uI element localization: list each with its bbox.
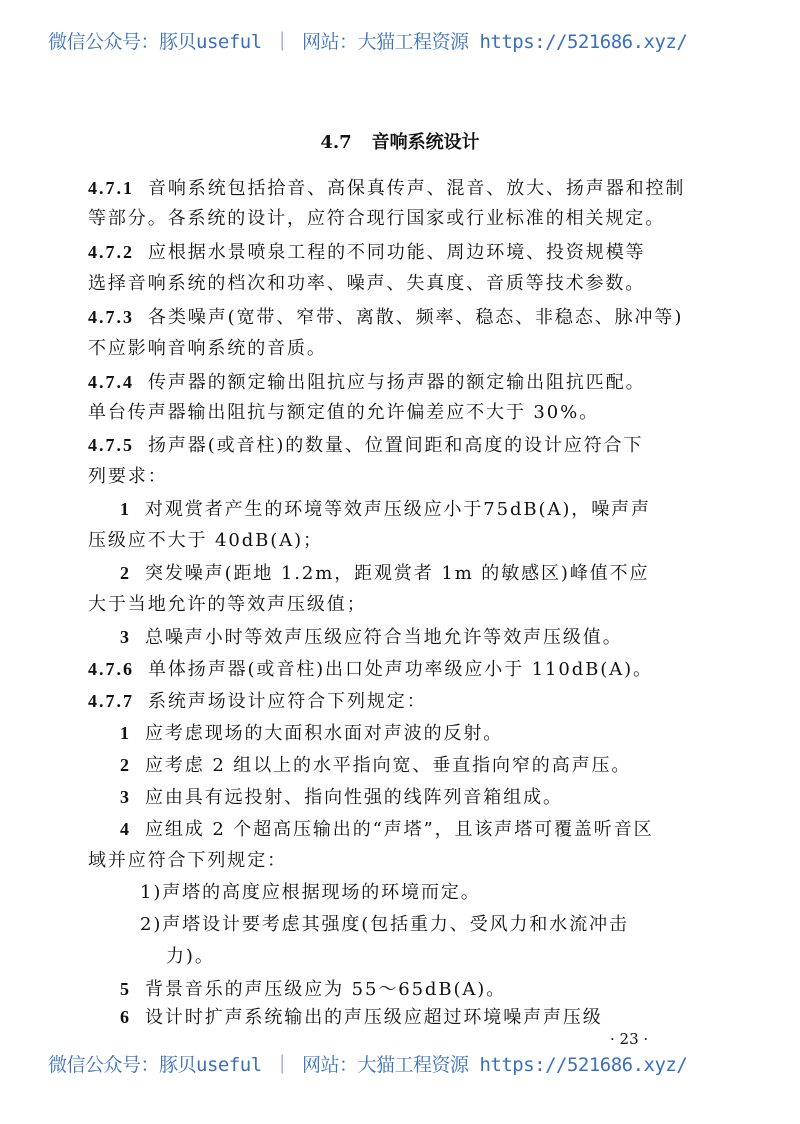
clause-text: 力)。 <box>166 946 215 967</box>
text-line <box>88 337 327 361</box>
text-line <box>88 433 643 457</box>
clause-text: 列要求： <box>88 466 168 487</box>
text-line <box>88 272 645 296</box>
clause-number: 4.7.1 <box>88 178 134 198</box>
clause-text: 应根据水景喷泉工程的不同功能、周边环境、投资规模等 <box>148 242 646 263</box>
clause-number: 2 <box>120 563 131 583</box>
clause-text: 突发噪声(距地 1.2m，距观赏者 1m 的敏感区)峰值不应 <box>145 563 650 584</box>
clause-text: 总噪声小时等效声压级应符合当地允许等效声压级值。 <box>145 627 623 648</box>
text-line <box>120 561 649 585</box>
watermark-bottom: 微信公众号：豚贝useful ｜ 网站：大猫工程资源 https://521686.xyz/ <box>48 1054 688 1076</box>
clause-number: 1 <box>120 499 131 519</box>
clause-number: 5 <box>120 979 131 999</box>
text-line <box>88 689 427 713</box>
clause-text: 不应影响音响系统的音质。 <box>88 338 327 359</box>
clause-text: 传声器的额定输出阻抗应与扬声器的额定输出阻抗匹配。 <box>148 372 646 393</box>
clause-text: 背景音乐的声压级应为 55～65dB(A)。 <box>145 979 507 1000</box>
clause-text: 应考虑现场的大面积水面对声波的反射。 <box>145 723 504 744</box>
clause-text: 2)声塔设计要考虑其强度(包括重力、受风力和水流冲击 <box>140 914 629 935</box>
clause-number: 6 <box>120 1007 131 1027</box>
clause-text: 应组成 2 个超高压输出的“声塔”，且该声塔可覆盖听音区 <box>145 819 654 840</box>
section-title <box>0 131 800 155</box>
text-line <box>88 401 599 425</box>
clause-text: 音响系统包括拾音、高保真传声、混音、放大、扬声器和控制 <box>148 178 686 199</box>
clause-text: 压级应不大于 40dB(A)； <box>88 530 323 551</box>
text-line <box>88 465 168 489</box>
clause-number: 4.7.4 <box>88 372 134 392</box>
text-line <box>166 945 215 969</box>
text-line <box>88 305 683 329</box>
text-line <box>88 240 646 264</box>
text-line <box>120 625 623 649</box>
text-line <box>88 849 287 873</box>
text-line <box>88 370 646 394</box>
clause-number: 3 <box>120 787 131 807</box>
clause-text: 单体扬声器(或音柱)出口处声功率级应小于 110dB(A)。 <box>148 659 653 680</box>
text-line <box>120 753 631 777</box>
text-line <box>120 977 506 1001</box>
clause-text: 单台传声器输出阻抗与额定值的允许偏差应不大于 30%。 <box>88 402 600 423</box>
clause-number: 4.7.6 <box>88 659 134 679</box>
clause-number: 1 <box>120 723 131 743</box>
text-line <box>88 657 653 681</box>
clause-number: 4.7.2 <box>88 242 134 262</box>
clause-text: 域并应符合下列规定： <box>88 850 287 871</box>
clause-text: 对观赏者产生的环境等效声压级应小于75dB(A)，噪声声 <box>145 499 651 520</box>
clause-text: 系统声场设计应符合下列规定： <box>148 691 427 712</box>
text-line <box>88 176 685 200</box>
clause-number: 4.7.3 <box>88 307 134 327</box>
clause-text: 应由具有远投射、指向性强的线阵列音箱组成。 <box>145 787 563 808</box>
clause-number: 4.7.7 <box>88 691 134 711</box>
clause-text: 等部分。各系统的设计，应符合现行国家或行业标准的相关规定。 <box>88 208 666 229</box>
watermark-top: 微信公众号：豚贝useful ｜ 网站：大猫工程资源 https://521686.xyz/ <box>48 31 688 53</box>
text-line <box>120 497 651 521</box>
clause-text: 1)声塔的高度应根据现场的环境而定。 <box>140 882 481 903</box>
clause-text: 扬声器(或音柱)的数量、位置间距和高度的设计应符合下 <box>148 435 644 456</box>
clause-text: 各类噪声(宽带、窄带、离散、频率、稳态、非稳态、脉冲等) <box>148 307 684 328</box>
clause-number: 3 <box>120 627 131 647</box>
section-heading: 音响系统设计 <box>371 132 480 153</box>
text-line <box>88 593 367 617</box>
clause-number: 2 <box>120 755 131 775</box>
clause-text: 应考虑 2 组以上的水平指向宽、垂直指向窄的高声压。 <box>145 755 632 776</box>
clause-number: 4.7.5 <box>88 435 134 455</box>
section-number: 4.7 <box>320 132 352 153</box>
clause-text: 选择音响系统的档次和功率、噪声、失真度、音质等技术参数。 <box>88 273 646 294</box>
page-number: · 23 · <box>610 1030 649 1048</box>
clause-text: 大于当地允许的等效声压级值； <box>88 594 367 615</box>
text-line <box>140 913 629 937</box>
text-line <box>88 207 665 231</box>
text-line <box>140 881 481 905</box>
text-line <box>120 785 563 809</box>
text-line <box>120 1005 603 1029</box>
clause-number: 4 <box>120 819 131 839</box>
text-line <box>120 817 654 841</box>
clause-text: 设计时扩声系统输出的声压级应超过环境噪声声压级 <box>145 1007 603 1028</box>
text-line <box>88 529 323 553</box>
text-line <box>120 721 503 745</box>
